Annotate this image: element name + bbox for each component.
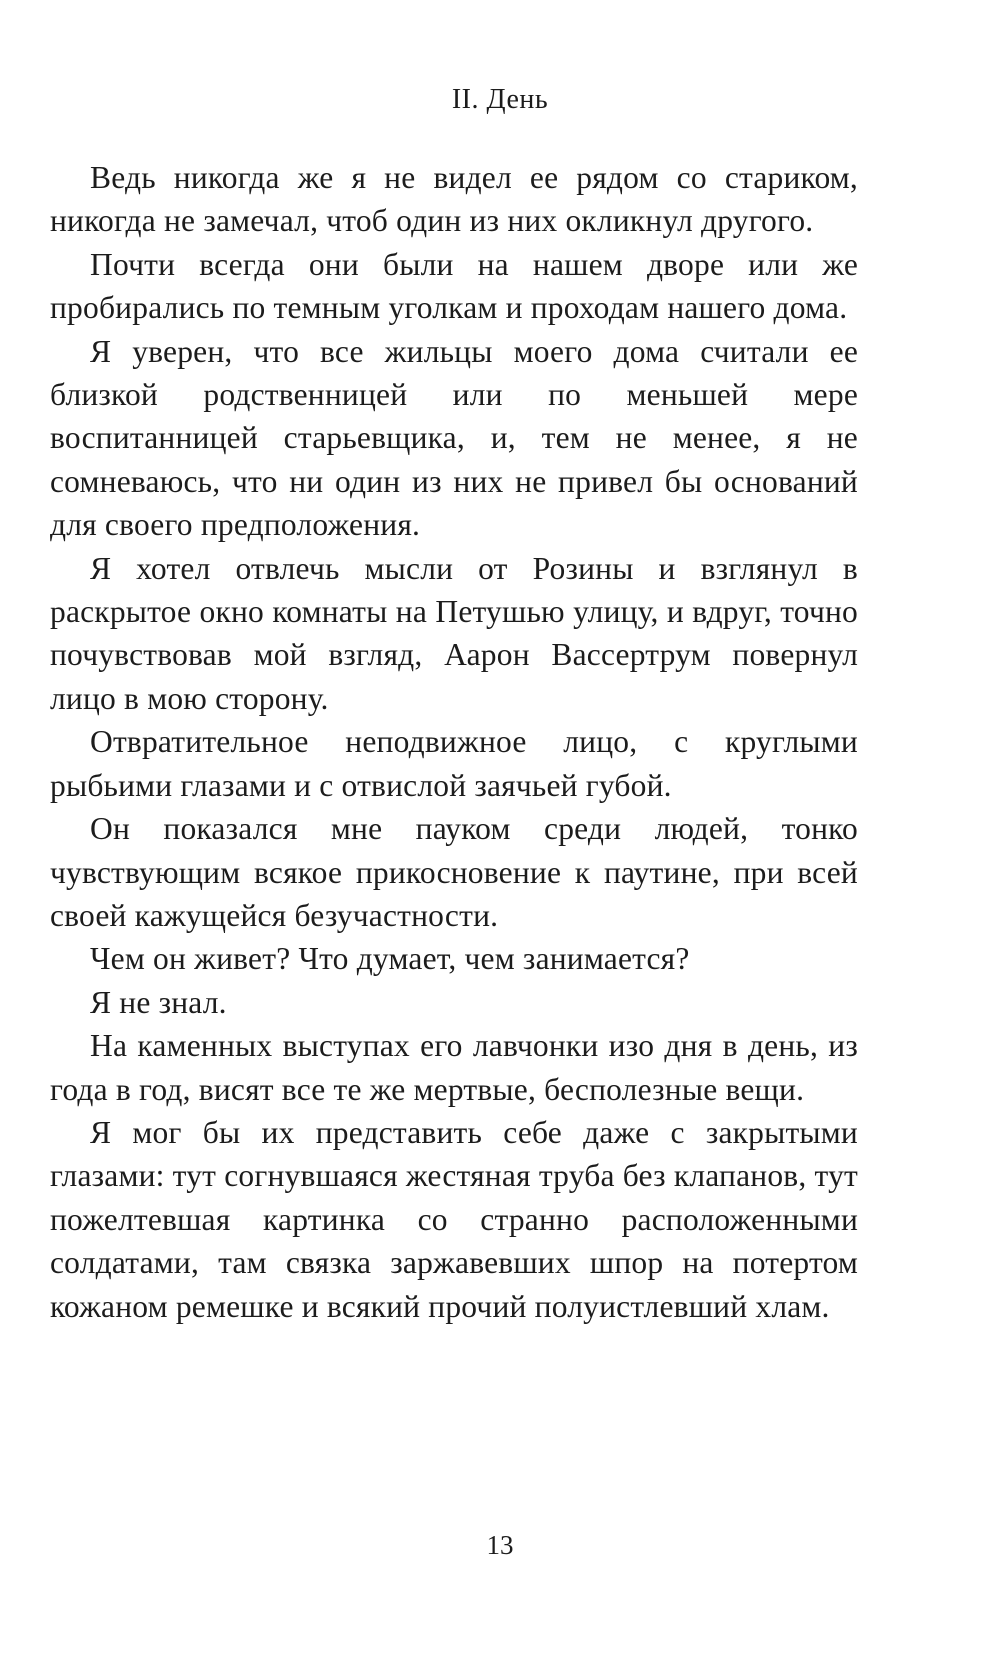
running-title: II. День (451, 84, 549, 115)
paragraph-5: Отвратительное неподвижное лицо, с круглыми рыбьими глазами и с отвислой заячьей губой. (50, 724, 858, 803)
paragraph-3: Я уверен, что все жильцы моего дома считали ее близкой родственницей или по меньшей мере воспитанницей старьевщика, и, тем не менее, я не сомневаюсь, что ни один из них не привел бы оснований для своего предположения. (50, 333, 858, 543)
paragraph-8: Я не знал. (90, 984, 227, 1020)
paragraph-10: Я мог бы их представить себе даже с закрытыми глазами: тут согнувшаяся жестяная труба без клапанов, тут пожелтевшая картинка со странно расположенными солдатами, там связка заржавевших шпор на потертом кожаном ремешке и всякий прочий полуистлевший хлам. (50, 1114, 858, 1324)
paragraph-7: Чем он живет? Что думает, чем занимается? (90, 941, 690, 977)
paragraph-1: Ведь никогда же я не видел ее рядом со стариком, никогда не замечал, чтоб один из них окликнул другого. (50, 160, 858, 239)
body-text (50, 156, 858, 1328)
page-number: 13 (486, 1530, 514, 1560)
paragraph-9: На каменных выступах его лавчонки изо дня в день, из года в год, висят все те же мертвые, бесполезные вещи. (50, 1028, 858, 1107)
paragraph-6: Он показался мне пауком среди людей, тонко чувствующим всякое прикосновение к паутине, при всей своей кажущейся безучастности. (50, 811, 858, 933)
paragraph-2: Почти всегда они были на нашем дворе или же пробирались по темным уголкам и проходам нашего дома. (50, 246, 858, 326)
paragraph-4: Я хотел отвлечь мысли от Розины и взглянул в раскрытое окно комнаты на Петушью улицу, и вдруг, точно почувствовав мой взгляд, Аарон Вассертрум повернул лицо в мою сторону. (50, 550, 858, 716)
